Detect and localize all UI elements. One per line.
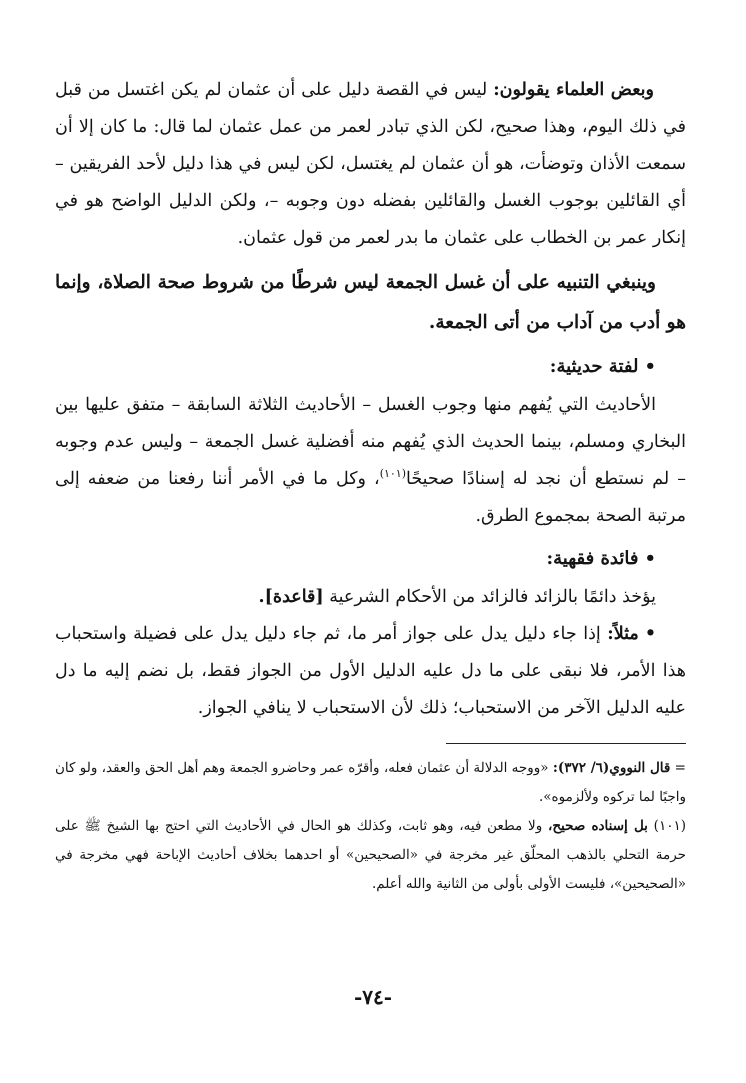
footnote-lead: بل إسناده صحيح،: [547, 818, 648, 834]
paragraph-text: ، وكل ما في الأمر أننا رفعنا من ضعفه إلى مرتبة الصحة بمجموع الطرق.: [55, 469, 686, 526]
bullet-icon: •: [644, 548, 656, 569]
footnote-101: [55, 812, 686, 899]
paragraph-text: يؤخذ دائمًا بالزائد فالزائد من الأحكام الشرعية: [323, 587, 656, 607]
paragraph-note-ghusl: وينبغي التنبيه على أن غسل الجمعة ليس شرطًا من شروط صحة الصلاة، وإنما هو أدب من آداب من أتى الجمعة.: [55, 272, 686, 333]
page-number: -٧٤-: [353, 985, 393, 1009]
paragraph-lead: وبعض العلماء يقولون:: [493, 80, 654, 100]
heading-fiqh-benefit: [55, 539, 686, 579]
footnote-text: ولا مطعن فيه، وهو ثابت، وكذلك هو الحال في الأحاديث التي احتج بها الشيخ ﷺ على حرمة التحلي بالذهب المحلّق غير مخرجة في «الصحيحين» أو احدهما بخلاف أحاديث الإباحة فهي مخرجة في «الصحيحين»، فليست الأولى بأولى من الثانية والله أعلم.: [55, 818, 686, 892]
paragraph-example: [55, 616, 686, 727]
footnote-lead: قال النووي(٦/ ٣٧٢):: [552, 760, 671, 776]
heading-hadith-remark: [55, 347, 686, 387]
paragraph-text: الأحاديث التي يُفهم منها وجوب الغسل – الأحاديث الثلاثة السابقة – متفق عليها بين البخاري ومسلم، بينما الحديث الذي يُفهم منه أفضلية غسل الجمعة – وليس عدم وجوبه – لم نستطع أن نجد له إسنادًا صحيحًا: [55, 395, 686, 489]
paragraph-rule: [55, 579, 686, 616]
footnote-prefix: (١٠١): [647, 818, 686, 834]
paragraph-hadith-remark: [55, 387, 686, 535]
paragraph-scholars-opinion: [55, 72, 686, 257]
paragraph-text: ليس في القصة دليل على أن عثمان لم يكن اغتسل من قبل في ذلك اليوم، وهذا صحيح، لكن الذي تبادر لعمر من عمل عثمان لما قال: ما كان إلا أن سمعت الأذان وتوضأت، هو أن عثمان لم يغتسل، لكن ليس في هذا دليل لأحد الفريقين – أي القائلين بوجوب الغسل والقائلين بفضله دون وجوبه –، ولكن الدليل الواضح هو في إنكار عمر بن الخطاب على عثمان ما بدر لعمر من قول عثمان.: [55, 80, 686, 248]
bullet-icon: •: [644, 624, 656, 644]
bullet-icon: •: [644, 356, 656, 377]
footnote-continuation: [55, 754, 686, 812]
rule-tag: [قاعدة].: [258, 587, 324, 607]
paragraph-text: إذا جاء دليل يدل على جواز أمر ما، ثم جاء دليل يدل على فضيلة واستحباب هذا الأمر، فلا نبقى على ما دل عليه الدليل الأول من الجواز فقط، بل نضم إليه ما دل عليه الدليل الآخر من الاستحباب؛ ذلك لأن الاستحباب لا ينافي الجواز.: [55, 624, 686, 718]
footnote-prefix: =: [670, 760, 686, 776]
paragraph-lead: مثلاً:: [607, 624, 639, 644]
heading-text: لفتة حديثية:: [549, 356, 639, 377]
footnote-text: «ووجه الدلالة أن عثمان فعله، وأقرّه عمر وحاضرو الجمعة وهم أهل الحق والعقد، ولو كان واجبًا لما تركوه ولألزموه».: [55, 760, 686, 805]
footnotes: [55, 754, 686, 899]
heading-text: فائدة فقهية:: [546, 548, 639, 569]
footnote-divider: [446, 743, 686, 744]
footnote-reference-101[interactable]: (١٠١): [379, 467, 407, 481]
